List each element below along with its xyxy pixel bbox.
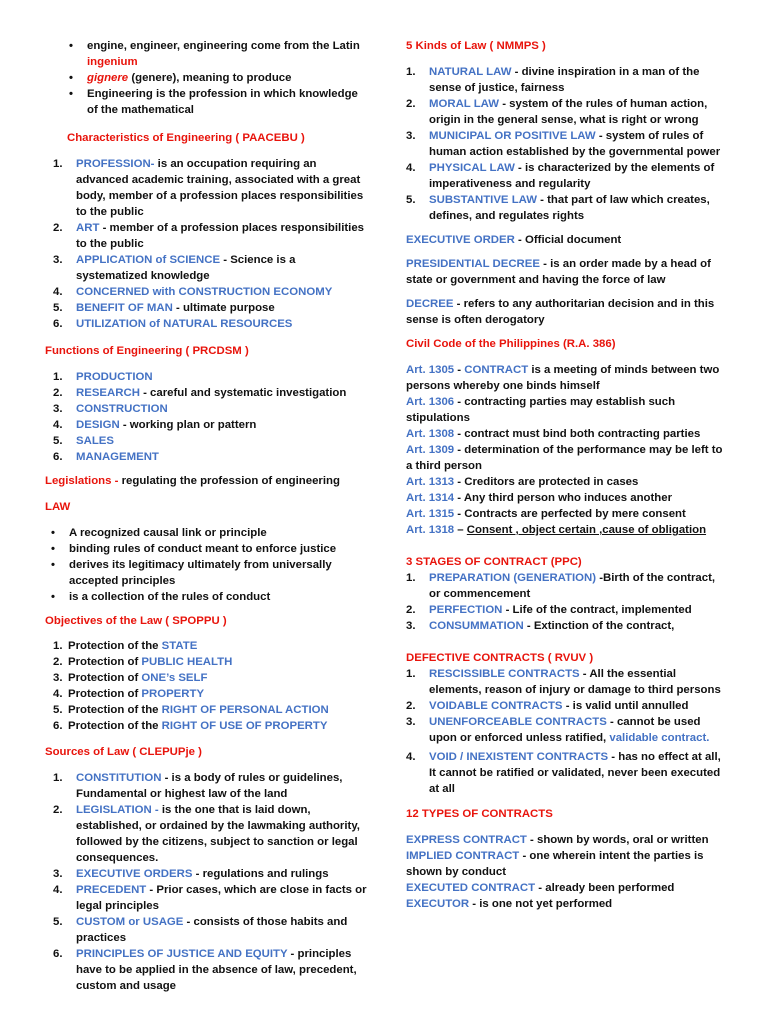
list-item: 6. Protection of the RIGHT OF USE OF PROPERTY (53, 720, 328, 732)
item-term: CUSTOM or USAGE (76, 916, 184, 928)
item-term: SALES (76, 435, 114, 447)
types-heading: 12 TYPES OF CONTRACTS (406, 808, 553, 820)
intro-list (63, 38, 370, 118)
item-term: ONE’s SELF (141, 672, 208, 684)
list-item: 1. Protection of the STATE (53, 640, 198, 652)
list-item: 3. CONSTRUCTION (53, 403, 168, 415)
article-desc: – (454, 524, 467, 536)
law-heading: LAW (45, 501, 71, 513)
item-term: RESEARCH (76, 387, 140, 399)
item-desc: Protection of the (68, 640, 162, 652)
item-desc: - careful and systematic investigation (139, 387, 347, 399)
defective-list (406, 666, 728, 797)
item-term: UNENFORCEABLE CONTRACTS (429, 716, 607, 728)
term: PRESIDENTIAL DECREE (406, 258, 540, 270)
article-desc: is a meeting of minds between two persons whereby one binds himself (406, 364, 720, 392)
intro-text: Engineering is the profession in which knowledge of the mathematical (87, 88, 358, 116)
law-text: derives its legitimacy ultimately from universally accepted principles (69, 559, 332, 587)
article-line (406, 474, 728, 490)
item-term: PROPERTY (141, 688, 205, 700)
item-term: PREPARATION (GENERATION) (429, 572, 597, 584)
list-item: 4. PHYSICAL LAW - is characterized by the elements of imperativeness and regularity (406, 162, 715, 190)
article-line (406, 506, 728, 522)
list-item: 5. SALES (53, 435, 114, 447)
law-text: A recognized causal link or principle (69, 527, 267, 539)
list-item: 2. MORAL LAW - system of the rules of human action, origin in the general sense, what is right or wrong (406, 98, 708, 126)
list-item: 5. SUBSTANTIVE LAW - that part of law which creates, defines, and regulates rights (406, 194, 710, 222)
list-item: 6. UTILIZATION of NATURAL RESOURCES (53, 318, 293, 330)
list-item: • gignere (genere), meaning to produce (69, 72, 292, 84)
characteristics-heading: Characteristics of Engineering ( PAACEBU ) (67, 132, 305, 144)
list-item: 2. ART - member of a profession places responsibilities to the public (53, 222, 365, 250)
list-item: 5. Protection of the RIGHT OF PERSONAL ACTION (53, 704, 329, 716)
article-desc: - (454, 364, 465, 376)
item-desc: -Birth of the contract, or commencement (429, 572, 716, 600)
stages-list (406, 570, 728, 634)
item-term: NATURAL LAW (429, 66, 512, 78)
item-desc: - regulations and rulings (192, 868, 329, 880)
list-item: 5. BENEFIT OF MAN - ultimate purpose (53, 302, 275, 314)
item-desc: - Extinction of the contract, (523, 620, 675, 632)
item-term: DESIGN (76, 419, 120, 431)
item-desc: - shown by words, oral or written (526, 834, 709, 846)
list-item: • is a collection of the rules of conduct (51, 591, 271, 603)
legislations-line (45, 473, 370, 489)
item-term: SUBSTANTIVE LAW (429, 194, 537, 206)
item-desc: - system of the rules of human action, origin in the general sense, what is right or wrong (429, 98, 708, 126)
list-item: 4. VOID / INEXISTENT CONTRACTS - has no effect at all, It cannot be ratified or validated, never been executed at all (406, 751, 721, 795)
legislations-term: Legislations - (45, 475, 122, 487)
list-item: 4. PRECEDENT - Prior cases, which are close in facts or legal principles (53, 884, 367, 912)
list-item: • binding rules of conduct meant to enforce justice (51, 543, 337, 555)
list-item (406, 848, 728, 880)
presidential-decree-line (406, 256, 728, 288)
item-term: PERFECTION (429, 604, 503, 616)
list-item: 3. APPLICATION of SCIENCE - Science is a systematized knowledge (53, 254, 296, 282)
article-desc: - determination of the performance may be left to a third person (406, 444, 723, 472)
list-item: 1. PROFESSION- is an occupation requiring an advanced academic training, associated with a great body, member of a profession places responsibilities to the public (53, 158, 364, 218)
list-item: 4. DESIGN - working plan or pattern (53, 419, 257, 431)
item-term: LEGISLATION - (76, 804, 159, 816)
article-desc: - Creditors are protected in cases (454, 476, 639, 488)
list-item: 2. VOIDABLE CONTRACTS - is valid until annulled (406, 700, 689, 712)
kinds-heading: 5 Kinds of Law ( NMMPS ) (406, 40, 546, 52)
item-desc: - that part of law which creates, defines, and regulates rights (429, 194, 710, 222)
stages-heading: 3 STAGES OF CONTRACT (PPC) (406, 556, 582, 568)
list-item: 3. EXECUTIVE ORDERS - regulations and rulings (53, 868, 329, 880)
item-term: CONSUMMATION (429, 620, 524, 632)
item-desc: - has no effect at all, It cannot be ratified or validated, never been executed at all (429, 751, 721, 795)
sources-heading: Sources of Law ( CLEPUPje ) (45, 746, 202, 758)
item-desc: - is a body of rules or guidelines, Fundamental or highest law of the land (76, 772, 343, 800)
item-term: VOIDABLE CONTRACTS (429, 700, 563, 712)
item-desc: - Science is a systematized knowledge (76, 254, 296, 282)
item-term: CONSTITUTION (76, 772, 162, 784)
decree-line (406, 296, 728, 328)
list-item: 1. PRODUCTION (53, 371, 153, 383)
article-line (406, 522, 728, 538)
objectives-heading: Objectives of the Law ( SPOPPU ) (45, 615, 227, 627)
article-number: Art. 1314 (406, 492, 455, 504)
article-line (406, 490, 728, 506)
item-term: MORAL LAW (429, 98, 500, 110)
list-item: 6. PRINCIPLES OF JUSTICE AND EQUITY - principles have to be applied in the absence of law, precedent, custom and usage (53, 948, 357, 992)
list-item: 3. Protection of ONE’s SELF (53, 672, 208, 684)
functions-list (45, 369, 370, 465)
item-term: EXPRESS CONTRACT (406, 834, 527, 846)
articles-list (406, 362, 728, 538)
list-item: 1. RESCISSIBLE CONTRACTS - All the essential elements, reason of injury or damage to third persons (406, 668, 721, 696)
article-number: Art. 1306 (406, 396, 455, 408)
list-item: 3. MUNICIPAL OR POSITIVE LAW - system of rules of human action established by the governmental power (406, 130, 721, 158)
desc: - refers to any authoritarian decision and in this sense is often derogatory (406, 298, 715, 326)
article-number: Art. 1313 (406, 476, 455, 488)
list-item: 4. Protection of PROPERTY (53, 688, 205, 700)
item-term: VOID / INEXISTENT CONTRACTS (429, 751, 609, 763)
term: EXECUTIVE ORDER (406, 234, 515, 246)
list-item (406, 896, 728, 912)
list-item: 2. RESEARCH - careful and systematic investigation (53, 387, 347, 399)
list-item: • engine, engineer, engineering come from the Latin ingenium (69, 40, 360, 68)
item-term: APPLICATION of SCIENCE (76, 254, 221, 266)
sources-list (45, 770, 370, 994)
item-desc: - Life of the contract, implemented (502, 604, 692, 616)
left-column (45, 0, 370, 994)
list-item: 2. Protection of PUBLIC HEALTH (53, 656, 233, 668)
item-extra: validable contract. (609, 732, 710, 744)
item-term: ART (76, 222, 100, 234)
article-term: CONTRACT (464, 364, 529, 376)
article-line (406, 362, 728, 394)
item-term: MANAGEMENT (76, 451, 159, 463)
kinds-list (406, 64, 728, 224)
item-term: PUBLIC HEALTH (141, 656, 233, 668)
item-term: CONSTRUCTION (76, 403, 168, 415)
list-item: 5. CUSTOM or USAGE - consists of those habits and practices (53, 916, 348, 944)
article-number: Art. 1309 (406, 444, 455, 456)
list-item: 3. CONSUMMATION - Extinction of the contract, (406, 620, 675, 632)
article-line (406, 426, 728, 442)
list-item: • Engineering is the profession in which knowledge of the mathematical (69, 88, 358, 116)
item-term: RIGHT OF USE OF PROPERTY (161, 720, 328, 732)
item-desc: - is one not yet performed (469, 898, 613, 910)
list-item: • derives its legitimacy ultimately from universally accepted principles (51, 559, 332, 587)
list-item: 2. PERFECTION - Life of the contract, implemented (406, 604, 692, 616)
item-desc: - All the essential elements, reason of injury or damage to third persons (429, 668, 721, 696)
desc: - is an order made by a head of state or government and having the force of law (406, 258, 711, 286)
article-desc: - Contracts are perfected by mere consent (454, 508, 686, 520)
item-desc: - cannot be used upon or enforced unless ratified, (429, 716, 701, 744)
article-desc: - Any third person who induces another (454, 492, 673, 504)
legislations-desc: regulating the profession of engineering (121, 475, 340, 487)
types-list (406, 832, 728, 912)
article-number: Art. 1318 (406, 524, 455, 536)
item-desc: Protection of the (68, 704, 162, 716)
list-item: 1. PREPARATION (GENERATION) -Birth of the contract, or commencement (406, 572, 716, 600)
objectives-list (45, 638, 370, 734)
article-number: Art. 1308 (406, 428, 455, 440)
defective-heading: DEFECTIVE CONTRACTS ( RVUV ) (406, 652, 594, 664)
desc: - Official document (514, 234, 622, 246)
list-item (406, 832, 728, 848)
item-term: UTILIZATION of NATURAL RESOURCES (76, 318, 293, 330)
item-term: BENEFIT OF MAN (76, 302, 173, 314)
list-item: 1. CONSTITUTION - is a body of rules or guidelines, Fundamental or highest law of the land (53, 772, 343, 800)
item-desc: - principles have to be applied in the absence of law, precedent, custom and usage (76, 948, 357, 992)
item-term: IMPLIED CONTRACT (406, 850, 520, 862)
right-column (406, 0, 728, 912)
item-desc: - consists of those habits and practices (76, 916, 348, 944)
item-desc: - system of rules of human action established by the governmental power (429, 130, 721, 158)
law-list (45, 525, 370, 605)
item-desc: is the one that is laid down, established, or ordained by the lawmaking authority, followed by the citizens, subject to sanction or legal consequences. (76, 804, 360, 864)
item-desc: - ultimate purpose (172, 302, 275, 314)
item-desc: - is characterized by the elements of imperativeness and regularity (429, 162, 715, 190)
article-desc: - contract must bind both contracting parties (454, 428, 701, 440)
list-item: 2. LEGISLATION - is the one that is laid down, established, or ordained by the lawmaking authority, followed by the citizens, subject to sanction or legal consequences. (53, 804, 360, 864)
list-item: 6. MANAGEMENT (53, 451, 159, 463)
functions-heading: Functions of Engineering ( PRCDSM ) (45, 345, 249, 357)
item-desc: - one wherein intent the parties is shown by conduct (406, 850, 704, 878)
item-term: MUNICIPAL OR POSITIVE LAW (429, 130, 596, 142)
list-item: 4. CONCERNED with CONSTRUCTION ECONOMY (53, 286, 333, 298)
law-text: binding rules of conduct meant to enforce justice (69, 543, 337, 555)
item-term: EXECUTED CONTRACT (406, 882, 536, 894)
item-term: PROFESSION- (76, 158, 155, 170)
term: DECREE (406, 298, 454, 310)
intro-text: engine, engineer, engineering come from the Latin (87, 40, 360, 52)
item-term: PRODUCTION (76, 371, 153, 383)
article-line (406, 442, 728, 474)
item-desc: - divine inspiration in a man of the sense of justice, fairness (429, 66, 700, 94)
executive-order-line (406, 232, 728, 248)
item-desc: - working plan or pattern (119, 419, 257, 431)
item-desc: - Prior cases, which are close in facts or legal principles (76, 884, 367, 912)
item-term: STATE (161, 640, 198, 652)
item-term: PRECEDENT (76, 884, 147, 896)
list-item: • A recognized causal link or principle (51, 527, 267, 539)
item-desc: Protection of (68, 656, 142, 668)
item-term: EXECUTOR (406, 898, 470, 910)
intro-text: (genere), meaning to produce (128, 72, 292, 84)
intro-latin-word: ingenium (87, 56, 138, 68)
civil-code-heading: Civil Code of the Philippines (R.A. 386) (406, 338, 616, 350)
item-desc: Protection of (68, 688, 142, 700)
characteristics-list (45, 156, 370, 332)
item-desc: - member of a profession places responsibilities to the public (76, 222, 365, 250)
item-desc: is an occupation requiring an advanced academic training, associated with a great body, member of a profession places responsibilities to the public (76, 158, 364, 218)
item-desc: Protection of (68, 672, 142, 684)
item-term: PHYSICAL LAW (429, 162, 515, 174)
item-desc: - is valid until annulled (562, 700, 689, 712)
item-term: EXECUTIVE ORDERS (76, 868, 193, 880)
item-term: RIGHT OF PERSONAL ACTION (161, 704, 329, 716)
item-term: RESCISSIBLE CONTRACTS (429, 668, 580, 680)
list-item (406, 880, 728, 896)
law-text: is a collection of the rules of conduct (69, 591, 271, 603)
item-term: CONCERNED with CONSTRUCTION ECONOMY (76, 286, 333, 298)
item-term: PRINCIPLES OF JUSTICE AND EQUITY (76, 948, 288, 960)
article-number: Art. 1305 (406, 364, 455, 376)
item-desc: Protection of the (68, 720, 162, 732)
list-item: 1. NATURAL LAW - divine inspiration in a man of the sense of justice, fairness (406, 66, 700, 94)
article-underlined: Consent , object certain ,cause of obligation (466, 524, 707, 536)
article-number: Art. 1315 (406, 508, 455, 520)
intro-gignere: gignere (87, 72, 129, 84)
item-desc: - already been performed (535, 882, 675, 894)
list-item: 3. UNENFORCEABLE CONTRACTS - cannot be used upon or enforced unless ratified, validable contract. (406, 716, 710, 744)
article-desc: - contracting parties may establish such stipulations (406, 396, 676, 424)
article-line (406, 394, 728, 426)
